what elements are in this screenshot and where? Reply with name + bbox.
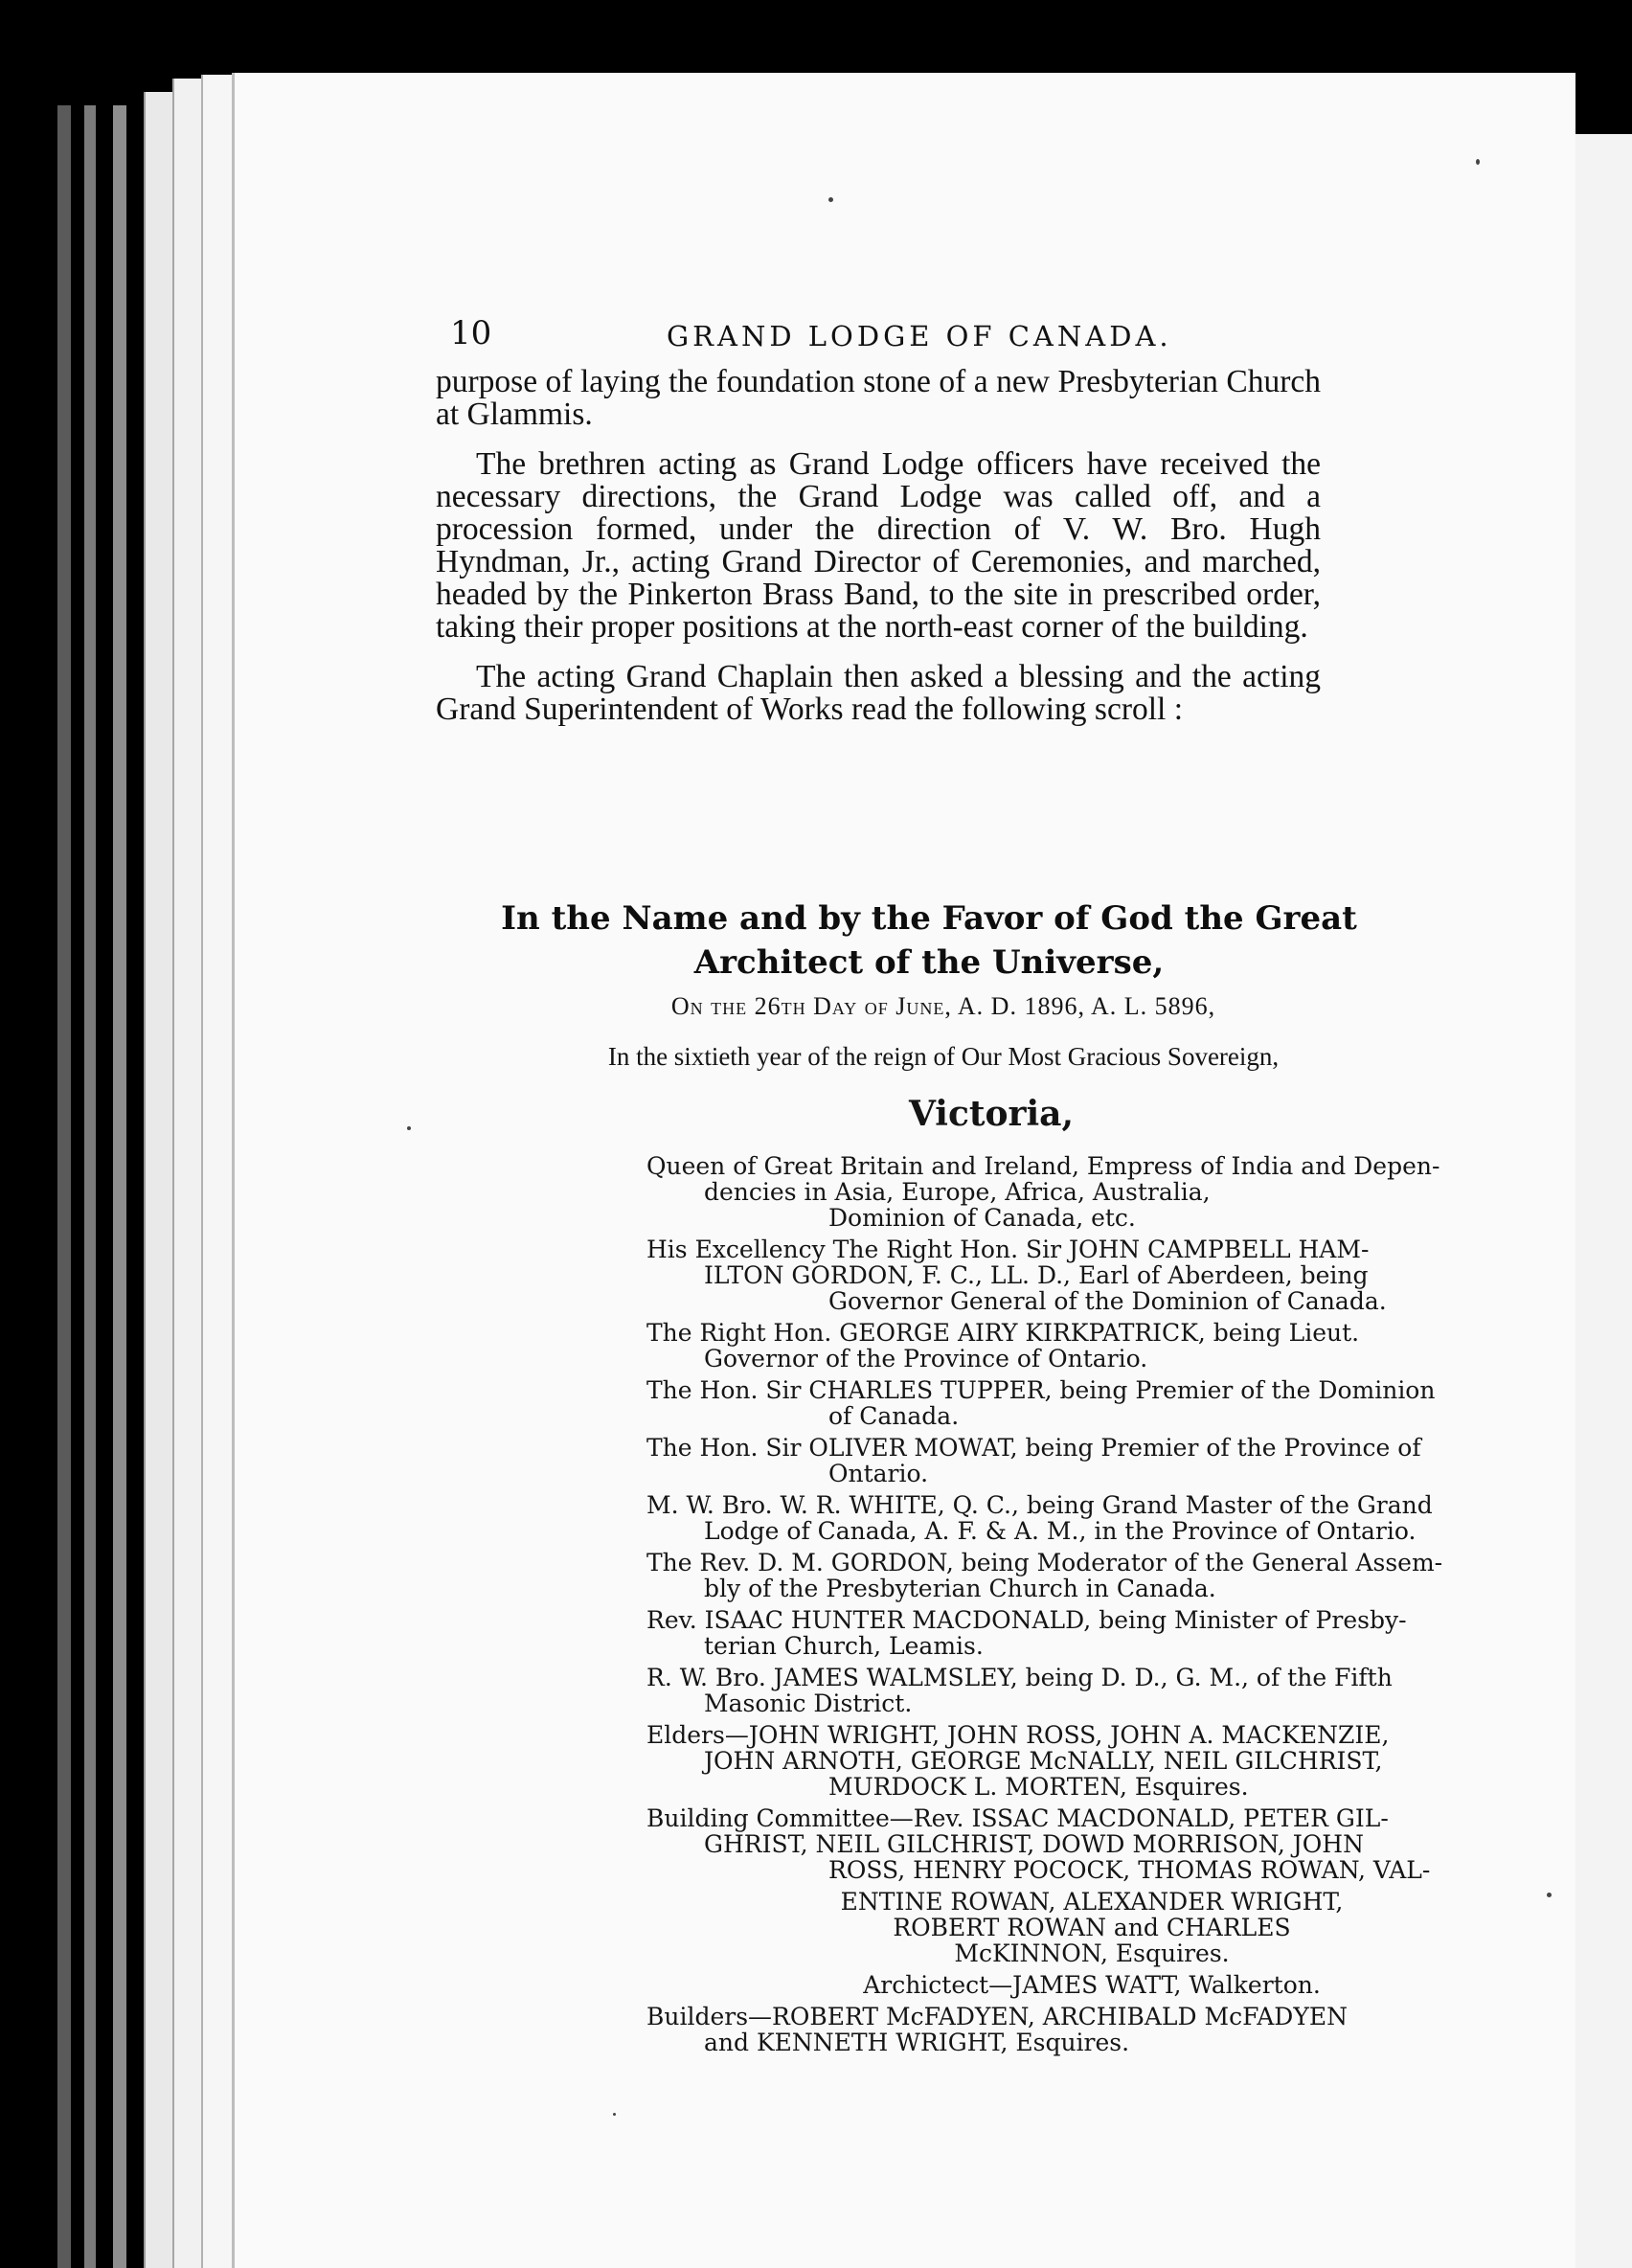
- entry-line: bly of the Presbyterian Church in Canada.: [704, 1575, 1216, 1602]
- scroll-heading-line: Architect of the Universe,: [693, 943, 1165, 982]
- entry-line: terian Church, Leamis.: [704, 1632, 984, 1660]
- paper-speck: [613, 2113, 616, 2116]
- paper-speck: [407, 1126, 411, 1130]
- entry-line: Queen of Great Britain and Ireland, Empress of India and Depen-: [646, 1152, 1440, 1180]
- entry-line: ROBERT ROWAN and CHARLES: [893, 1914, 1291, 1941]
- scroll-entries: [646, 1153, 1537, 2061]
- entry-line: Archictect—JAMES WATT, Walkerton.: [863, 1971, 1321, 1999]
- paragraph: The brethren acting as Grand Lodge officers have received the necessary directions, the Grand Lodge was called off, and a procession formed, under the direction of V. W. Bro. Hugh Hyndman, Jr., acting Grand Director of Ceremonies, and marched, headed by the Pinkerton Brass Band, to the site in prescribed order, taking their proper positions at the north-east corner of the building.: [436, 446, 1321, 645]
- entry-line: and KENNETH WRIGHT, Esquires.: [704, 2029, 1130, 2056]
- scroll-entry: [646, 1722, 1537, 1800]
- body-text: [436, 366, 1321, 743]
- entry-line: Ontario.: [828, 1460, 929, 1487]
- scroll-entry: [646, 1607, 1537, 1659]
- entry-line: ILTON GORDON, F. C., LL. D., Earl of Aberdeen, being: [704, 1261, 1369, 1289]
- entry-line: Dominion of Canada, etc.: [828, 1204, 1136, 1232]
- book-edge-shadow: [113, 105, 126, 2268]
- entry-line: The Hon. Sir OLIVER MOWAT, being Premier of the Province of: [646, 1434, 1421, 1462]
- scroll-entry: [646, 1153, 1537, 1231]
- entry-line: The Hon. Sir CHARLES TUPPER, being Premier of the Dominion: [646, 1376, 1436, 1404]
- sovereign-name: Victoria,: [908, 1094, 1075, 1134]
- scroll-entry: [646, 1665, 1537, 1716]
- entry-line: of Canada.: [828, 1402, 960, 1430]
- entry-line: His Excellency The Right Hon. Sir JOHN CAMPBELL HAM-: [646, 1236, 1370, 1263]
- entry-line: The Rev. D. M. GORDON, being Moderator of the General Assem-: [646, 1549, 1443, 1576]
- scroll-entry: [646, 1320, 1537, 1372]
- entry-line: McKINNON, Esquires.: [954, 1939, 1230, 1967]
- scroll-entry: [646, 1435, 1537, 1486]
- running-head: [450, 314, 1408, 358]
- entry-line: Governor General of the Dominion of Canada.: [828, 1287, 1387, 1315]
- scroll-entry: [646, 1805, 1537, 1883]
- entry-line: ROSS, HENRY POCOCK, THOMAS ROWAN, VAL-: [828, 1856, 1431, 1884]
- scroll-heading: [488, 896, 1370, 985]
- scroll-entry: [646, 1889, 1537, 1966]
- entry-line: ENTINE ROWAN, ALEXANDER WRIGHT,: [840, 1888, 1344, 1916]
- paper-speck: [828, 197, 833, 202]
- entry-line: GHRIST, NEIL GILCHRIST, DOWD MORRISON, JOHN: [704, 1830, 1364, 1858]
- scroll-entry: [646, 1972, 1537, 1998]
- entry-line: Building Committee—Rev. ISSAC MACDONALD, PETER GIL-: [646, 1804, 1389, 1832]
- scroll-entry: [646, 1377, 1537, 1429]
- page-number: 10: [450, 314, 492, 352]
- scroll-entry: [646, 1236, 1537, 1314]
- entry-line: The Right Hon. GEORGE AIRY KIRKPATRICK, being Lieut.: [646, 1319, 1360, 1347]
- paper-speck: [1547, 1893, 1552, 1897]
- scroll-heading-line: In the Name and by the Favor of God the Great: [501, 899, 1357, 938]
- paragraph: The acting Grand Chaplain then asked a blessing and the acting Grand Superintendent of Works read the following scroll :: [436, 659, 1321, 727]
- entry-line: R. W. Bro. JAMES WALMSLEY, being D. D., G. M., of the Fifth: [646, 1664, 1393, 1691]
- paper-speck: [1476, 159, 1480, 165]
- scroll-entry: [646, 2004, 1537, 2055]
- book-edge-shadow: [57, 105, 71, 2268]
- entry-line: dencies in Asia, Europe, Africa, Australia,: [704, 1178, 1211, 1206]
- entry-line: MURDOCK L. MORTEN, Esquires.: [828, 1773, 1249, 1801]
- entry-line: Governor of the Province of Ontario.: [704, 1345, 1148, 1372]
- entry-line: Elders—JOHN WRIGHT, JOHN ROSS, JOHN A. MACKENZIE,: [646, 1721, 1390, 1749]
- entry-line: Rev. ISAAC HUNTER MACDONALD, being Minister of Presby-: [646, 1606, 1407, 1634]
- entry-line: Masonic District.: [704, 1690, 913, 1717]
- scroll-entry: [646, 1550, 1537, 1601]
- running-head-title: GRAND LODGE OF CANADA.: [667, 320, 1172, 352]
- scroll-reign-line: In the sixtieth year of the reign of Our Most Gracious Sovereign,: [607, 1042, 1280, 1071]
- entry-line: JOHN ARNOTH, GEORGE McNALLY, NEIL GILCHRIST,: [704, 1747, 1383, 1775]
- scroll-date-line: On the 26th Day of June, A. D. 1896, A. L. 5896,: [670, 992, 1216, 1020]
- paragraph: purpose of laying the foundation stone of a new Presbyterian Church at Glammis.: [436, 364, 1321, 432]
- scroll-entry: [646, 1492, 1537, 1544]
- book-edge-shadow: [84, 105, 96, 2268]
- entry-line: M. W. Bro. W. R. WHITE, Q. C., being Grand Master of the Grand: [646, 1491, 1433, 1519]
- book-page: [232, 73, 1575, 2268]
- entry-line: Builders—ROBERT McFADYEN, ARCHIBALD McFADYEN: [646, 2003, 1348, 2030]
- entry-line: Lodge of Canada, A. F. & A. M., in the Province of Ontario.: [704, 1517, 1417, 1545]
